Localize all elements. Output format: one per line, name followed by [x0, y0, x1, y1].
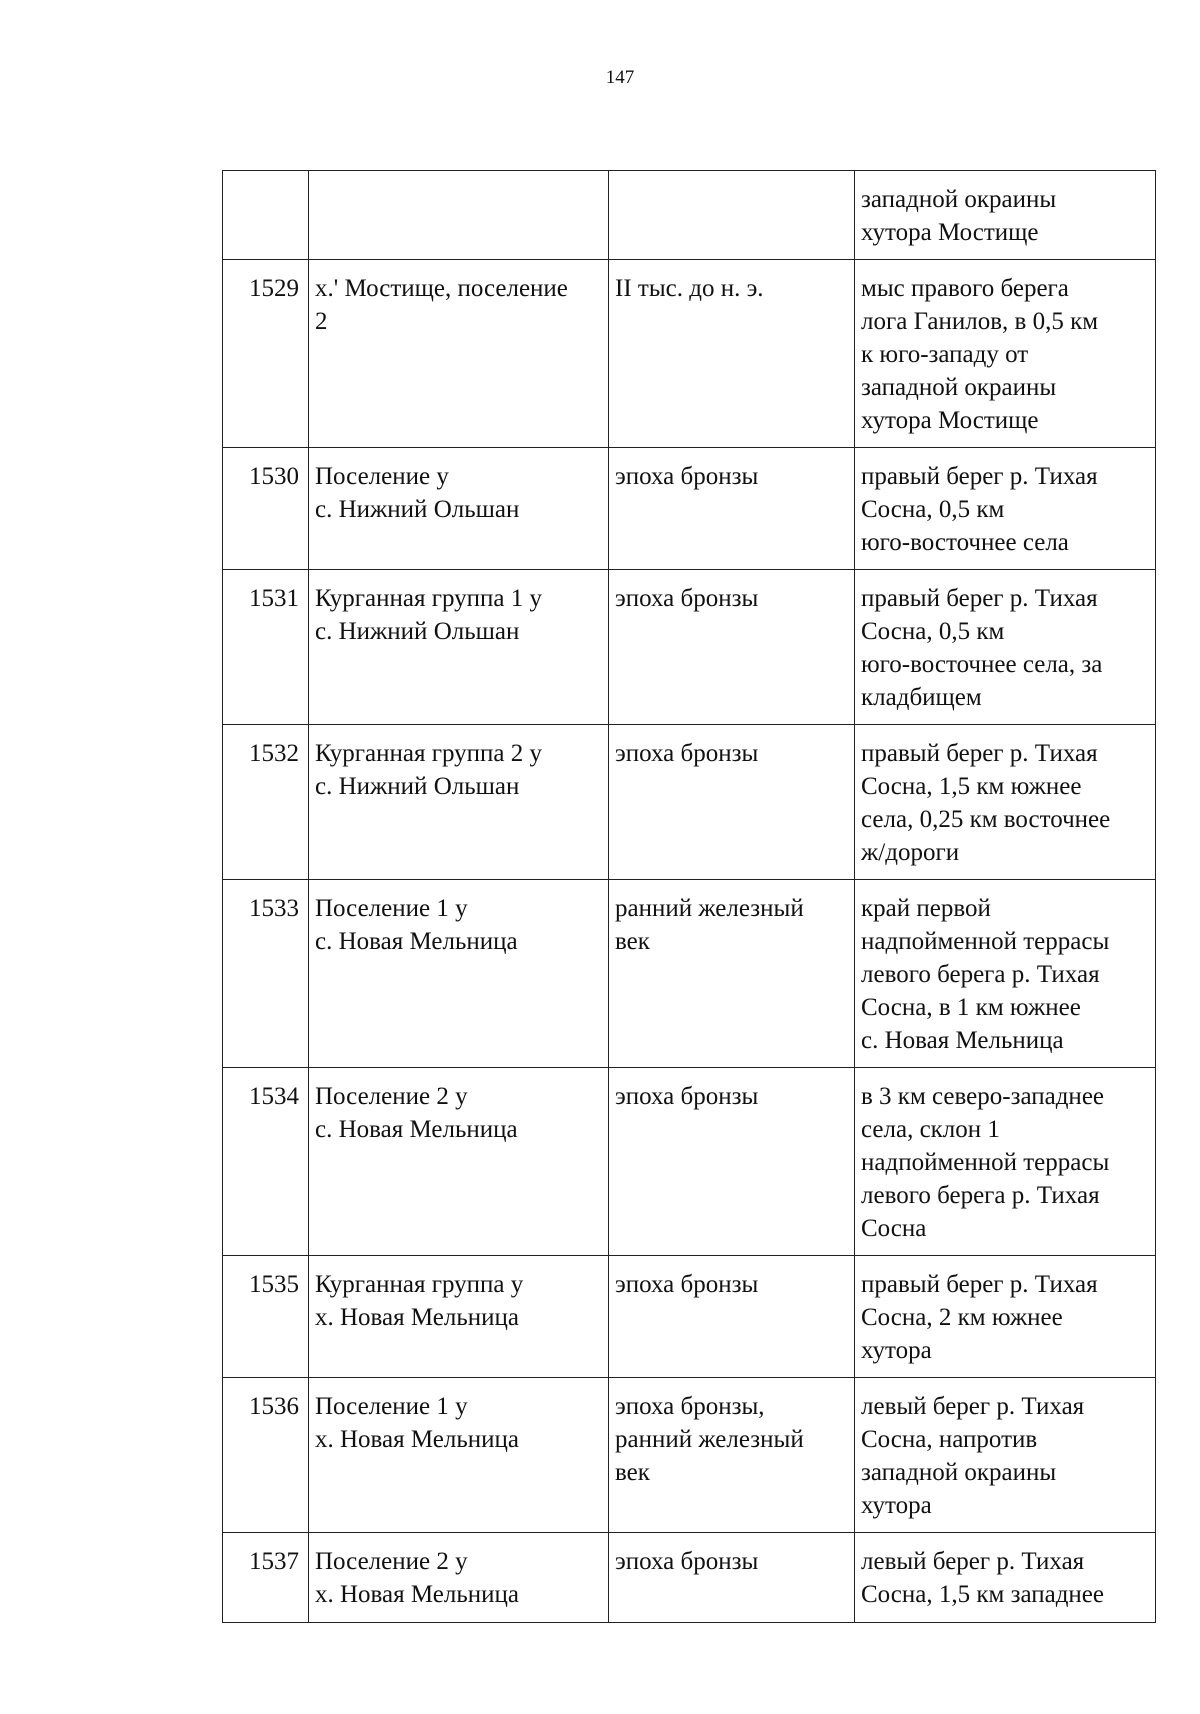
- site-name-cell: Поселение у с. Нижний Ольшан: [309, 448, 609, 570]
- table-row: [223, 171, 1156, 260]
- row-number-cell: 1530: [223, 448, 309, 570]
- table-row: [223, 1068, 1156, 1256]
- period-cell: эпоха бронзы: [609, 1256, 855, 1378]
- site-name-cell: [309, 171, 609, 260]
- heritage-sites-table: [222, 170, 1156, 1623]
- location-cell: левый берег р. Тихая Сосна, напротив западной окраины хутора: [855, 1378, 1156, 1533]
- location-cell: правый берег р. Тихая Сосна, 0,5 км юго-восточнее села, за кладбищем: [855, 570, 1156, 725]
- site-name-cell: Поселение 2 у х. Новая Мельница: [309, 1533, 609, 1623]
- table-row: [223, 260, 1156, 448]
- site-name-cell: Поселение 1 у х. Новая Мельница: [309, 1378, 609, 1533]
- period-cell: эпоха бронзы: [609, 1533, 855, 1623]
- location-cell: правый берег р. Тихая Сосна, 0,5 км юго-восточнее села: [855, 448, 1156, 570]
- period-cell: ранний железный век: [609, 880, 855, 1068]
- location-cell: мыс правого берега лога Ганилов, в 0,5 км к юго-западу от западной окраины хутора Мостище: [855, 260, 1156, 448]
- row-number-cell: 1534: [223, 1068, 309, 1256]
- site-name-cell: Поселение 2 у с. Новая Мельница: [309, 1068, 609, 1256]
- period-cell: [609, 171, 855, 260]
- row-number-cell: [223, 171, 309, 260]
- row-number-cell: 1536: [223, 1378, 309, 1533]
- location-cell: правый берег р. Тихая Сосна, 2 км южнее хутора: [855, 1256, 1156, 1378]
- location-cell: западной окраины хутора Мостище: [855, 171, 1156, 260]
- row-number-cell: 1533: [223, 880, 309, 1068]
- site-name-cell: Курганная группа 1 у с. Нижний Ольшан: [309, 570, 609, 725]
- period-cell: эпоха бронзы, ранний железный век: [609, 1378, 855, 1533]
- table-row: [223, 1256, 1156, 1378]
- page-number: 147: [605, 67, 635, 88]
- row-number-cell: 1529: [223, 260, 309, 448]
- row-number-cell: 1531: [223, 570, 309, 725]
- table-row: [223, 880, 1156, 1068]
- location-cell: край первой надпойменной террасы левого берега р. Тихая Сосна, в 1 км южнее с. Новая Мельница: [855, 880, 1156, 1068]
- location-cell: в 3 км северо-западнее села, склон 1 надпойменной террасы левого берега р. Тихая Сосна: [855, 1068, 1156, 1256]
- period-cell: эпоха бронзы: [609, 1068, 855, 1256]
- location-cell: левый берег р. Тихая Сосна, 1,5 км западнее: [855, 1533, 1156, 1623]
- site-name-cell: Курганная группа 2 у с. Нижний Ольшан: [309, 725, 609, 880]
- period-cell: II тыс. до н. э.: [609, 260, 855, 448]
- location-cell: правый берег р. Тихая Сосна, 1,5 км южнее села, 0,25 км восточнее ж/дороги: [855, 725, 1156, 880]
- site-name-cell: Курганная группа у х. Новая Мельница: [309, 1256, 609, 1378]
- row-number-cell: 1532: [223, 725, 309, 880]
- row-number-cell: 1537: [223, 1533, 309, 1623]
- table-row: [223, 570, 1156, 725]
- table-body: [223, 171, 1156, 1623]
- table-row: [223, 1533, 1156, 1623]
- table-row: [223, 1378, 1156, 1533]
- period-cell: эпоха бронзы: [609, 725, 855, 880]
- table-row: [223, 725, 1156, 880]
- period-cell: эпоха бронзы: [609, 448, 855, 570]
- period-cell: эпоха бронзы: [609, 570, 855, 725]
- row-number-cell: 1535: [223, 1256, 309, 1378]
- site-name-cell: х.' Мостище, поселение 2: [309, 260, 609, 448]
- table-row: [223, 448, 1156, 570]
- site-name-cell: Поселение 1 у с. Новая Мельница: [309, 880, 609, 1068]
